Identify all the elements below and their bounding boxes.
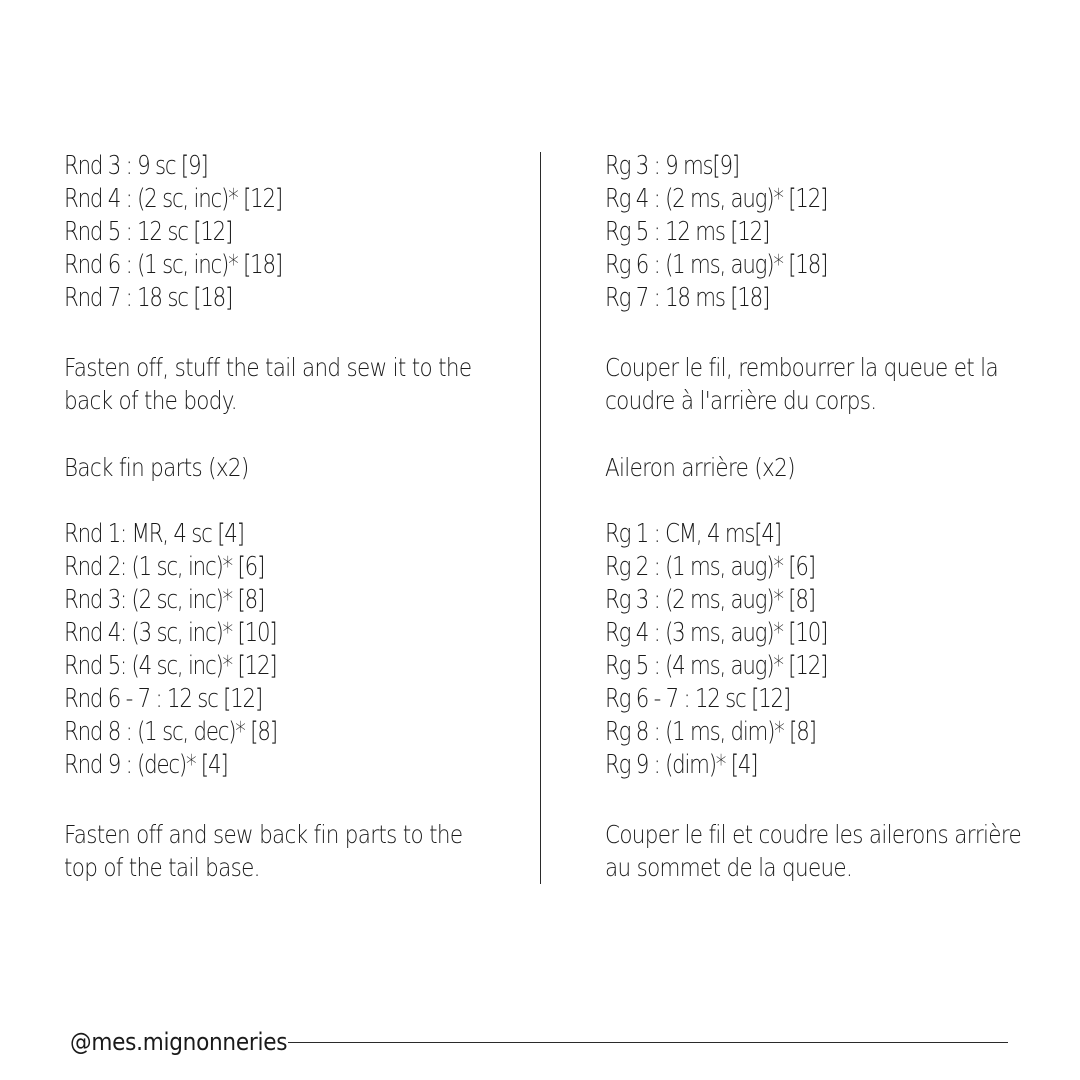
pattern-round: Rnd 7 : 18 sc [18]: [64, 283, 233, 313]
pattern-round: Rnd 2: (1 sc, inc)* [6]: [64, 552, 265, 582]
footer-divider: [288, 1042, 1008, 1043]
french-fin-rounds: [605, 518, 1035, 782]
english-fin-rounds: [64, 518, 494, 782]
pattern-round: Rnd 1: MR, 4 sc [4]: [64, 519, 244, 549]
pattern-round: Rg 6 - 7 : 12 sc [12]: [605, 684, 790, 714]
footer: [70, 1028, 311, 1056]
pattern-round: Rg 9 : (dim)* [4]: [605, 750, 758, 780]
pattern-round: Rg 4 : (3 ms, aug)* [10]: [605, 618, 828, 648]
pattern-round: Rnd 5 : 12 sc [12]: [64, 217, 233, 247]
pattern-round: Rg 6 : (1 ms, aug)* [18]: [605, 250, 828, 280]
french-tail-instructions: Couper le fil, rembourrer la queue et la coudre à l'arrière du corps.: [605, 353, 998, 415]
english-fin-instructions: Fasten off and sew back fin parts to the top of the tail base.: [64, 820, 463, 882]
pattern-round: Rg 8 : (1 ms, dim)* [8]: [605, 717, 816, 747]
english-column: [64, 150, 494, 884]
french-fin-heading: Aileron arrière (x2): [605, 453, 795, 482]
pattern-round: Rnd 8 : (1 sc, dec)* [8]: [64, 717, 277, 747]
french-fin-instructions: Couper le fil et coudre les ailerons arrière au sommet de la queue.: [605, 820, 1022, 882]
pattern-round: Rnd 3: (2 sc, inc)* [8]: [64, 585, 265, 615]
column-divider: [540, 152, 541, 884]
pattern-round: Rnd 6 : (1 sc, inc)* [18]: [64, 250, 282, 280]
pattern-round: Rg 7 : 18 ms [18]: [605, 283, 770, 313]
english-fin-heading: Back fin parts (x2): [64, 453, 249, 482]
pattern-round: Rnd 3 : 9 sc [9]: [64, 151, 208, 181]
english-tail-instructions: Fasten off, stuff the tail and sew it to the back of the body.: [64, 353, 472, 415]
pattern-round: Rg 4 : (2 ms, aug)* [12]: [605, 184, 828, 214]
pattern-round: Rnd 6 - 7 : 12 sc [12]: [64, 684, 262, 714]
pattern-round: Rg 3 : 9 ms[9]: [605, 151, 739, 181]
pattern-round: Rnd 4: (3 sc, inc)* [10]: [64, 618, 277, 648]
pattern-round: Rnd 5: (4 sc, inc)* [12]: [64, 651, 277, 681]
pattern-round: Rg 5 : (4 ms, aug)* [12]: [605, 651, 828, 681]
pattern-round: Rg 1 : CM, 4 ms[4]: [605, 519, 781, 549]
pattern-round: Rnd 9 : (dec)* [4]: [64, 750, 228, 780]
social-handle: @mes.mignonneries: [70, 1028, 288, 1056]
pattern-round: Rg 5 : 12 ms [12]: [605, 217, 770, 247]
french-column: [605, 150, 1035, 884]
french-tail-rounds: [605, 150, 1035, 315]
english-tail-rounds: [64, 150, 494, 315]
pattern-round: Rg 2 : (1 ms, aug)* [6]: [605, 552, 815, 582]
pattern-round: Rg 3 : (2 ms, aug)* [8]: [605, 585, 815, 615]
pattern-round: Rnd 4 : (2 sc, inc)* [12]: [64, 184, 282, 214]
